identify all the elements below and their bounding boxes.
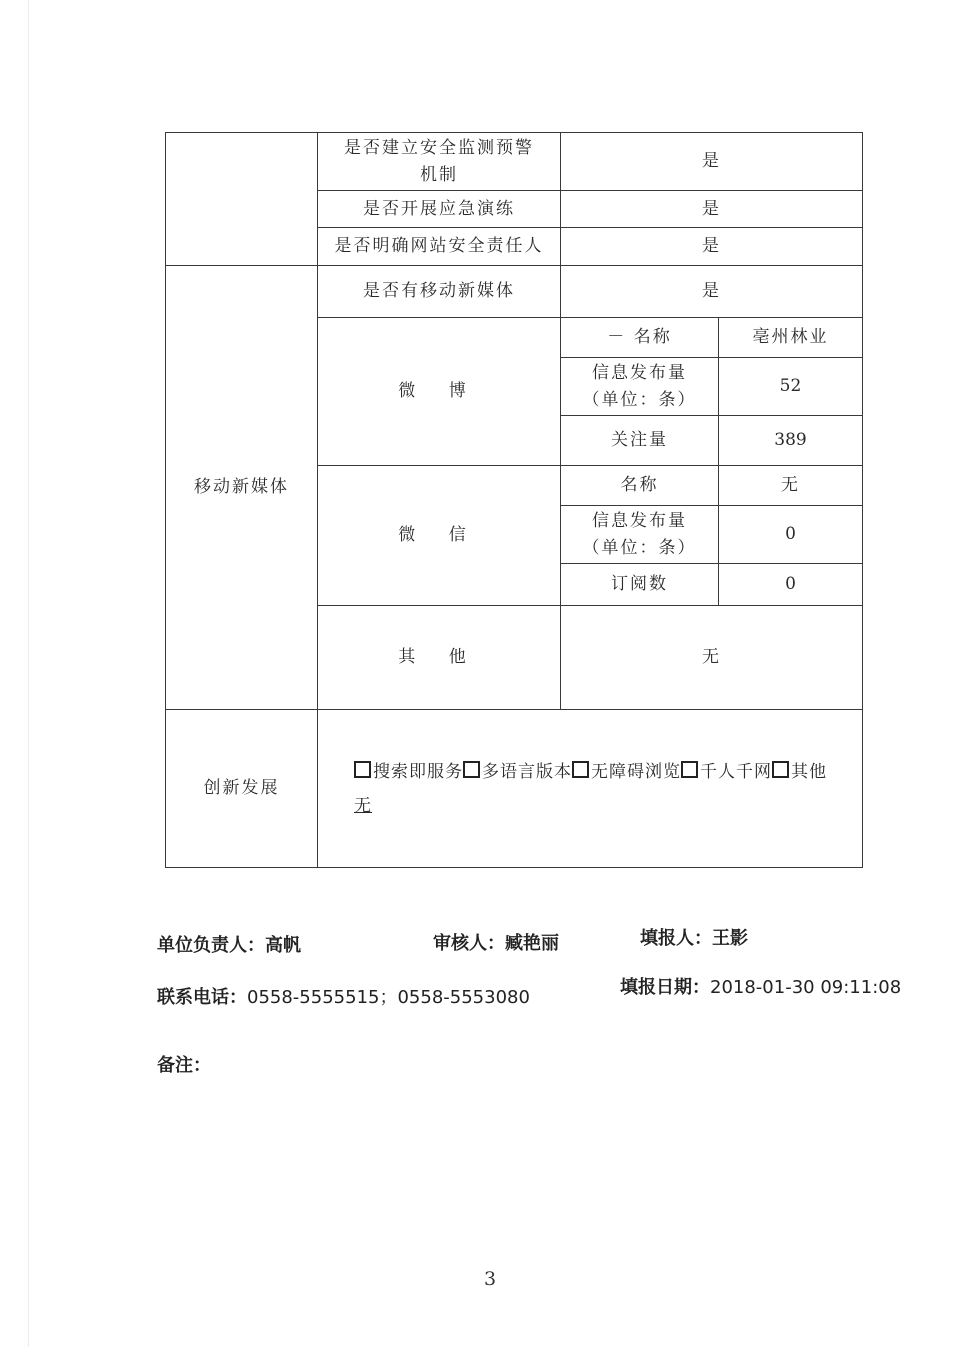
date-value: 2018-01-30 09:11:08 bbox=[710, 977, 902, 998]
date-field bbox=[620, 973, 901, 999]
weibo-posts-label-line1: 信息发布量 bbox=[592, 362, 687, 383]
option-accessibility: 无障碍浏览 bbox=[591, 761, 681, 782]
weixin-posts-label-line1: 信息发布量 bbox=[592, 510, 687, 531]
page-number: 3 bbox=[483, 1268, 497, 1290]
phone-label: 联系电话： bbox=[157, 987, 247, 1008]
responsible-label: 是否明确网站安全责任人 bbox=[318, 228, 561, 266]
drill-value: 是 bbox=[561, 191, 863, 228]
phone-value: 0558-5555515；0558-5553080 bbox=[247, 987, 530, 1008]
innovation-options-line bbox=[354, 755, 852, 789]
leader-value: 高帆 bbox=[265, 935, 301, 956]
other-media-label: 其 他 bbox=[318, 606, 561, 710]
weibo-name-value: 亳州林业 bbox=[719, 318, 863, 358]
monitoring-label bbox=[318, 133, 561, 191]
innovation-row bbox=[166, 710, 863, 868]
report-table bbox=[165, 132, 863, 868]
checkbox-other[interactable] bbox=[772, 761, 789, 778]
security-section-cell bbox=[166, 133, 318, 266]
option-search-service: 搜索即服务 bbox=[373, 761, 463, 782]
date-label: 填报日期： bbox=[620, 977, 710, 998]
weibo-name-label: － 名称 bbox=[561, 318, 719, 358]
weibo-posts-label bbox=[561, 358, 719, 416]
reporter-label: 填报人： bbox=[640, 928, 712, 949]
reporter-field bbox=[640, 924, 748, 950]
weibo-label: 微 博 bbox=[318, 318, 561, 466]
reporter-value: 王影 bbox=[712, 928, 748, 949]
innovation-label: 创新发展 bbox=[166, 710, 318, 868]
has-media-label: 是否有移动新媒体 bbox=[318, 266, 561, 318]
weixin-subscribers-value: 0 bbox=[719, 564, 863, 606]
weibo-followers-value: 389 bbox=[719, 416, 863, 466]
scan-edge-line bbox=[28, 0, 29, 1347]
other-media-value: 无 bbox=[561, 606, 863, 710]
mobile-section-label: 移动新媒体 bbox=[166, 266, 318, 710]
weixin-label: 微 信 bbox=[318, 466, 561, 606]
monitoring-label-line1: 是否建立安全监测预警 bbox=[344, 137, 534, 158]
weixin-posts-value: 0 bbox=[719, 506, 863, 564]
security-row-monitoring bbox=[166, 133, 863, 191]
mobile-has-media-row bbox=[166, 266, 863, 318]
innovation-other-value: 无 bbox=[354, 795, 372, 816]
checkbox-search-service[interactable] bbox=[354, 761, 371, 778]
weixin-name-value: 无 bbox=[719, 466, 863, 506]
checkbox-personalized[interactable] bbox=[681, 761, 698, 778]
remark-field bbox=[157, 1051, 211, 1077]
weibo-followers-label: 关注量 bbox=[561, 416, 719, 466]
option-other: 其他 bbox=[791, 761, 827, 782]
weixin-posts-label bbox=[561, 506, 719, 564]
has-media-value: 是 bbox=[561, 266, 863, 318]
responsible-value: 是 bbox=[561, 228, 863, 266]
option-personalized: 千人千网 bbox=[700, 761, 772, 782]
weibo-posts-value: 52 bbox=[719, 358, 863, 416]
weixin-posts-label-line2: （单位：条） bbox=[582, 537, 697, 558]
phone-field bbox=[157, 983, 530, 1009]
option-multilingual: 多语言版本 bbox=[482, 761, 572, 782]
remark-label: 备注： bbox=[157, 1055, 211, 1076]
weixin-name-label: 名称 bbox=[561, 466, 719, 506]
drill-label: 是否开展应急演练 bbox=[318, 191, 561, 228]
monitoring-value: 是 bbox=[561, 133, 863, 191]
weixin-subscribers-label: 订阅数 bbox=[561, 564, 719, 606]
checkbox-multilingual[interactable] bbox=[463, 761, 480, 778]
checkbox-accessibility[interactable] bbox=[572, 761, 589, 778]
reviewer-field bbox=[433, 929, 559, 955]
monitoring-label-line2: 机制 bbox=[420, 164, 458, 185]
innovation-options-cell bbox=[318, 710, 863, 868]
leader-field bbox=[157, 931, 301, 957]
weibo-posts-label-line2: （单位：条） bbox=[582, 389, 697, 410]
reviewer-label: 审核人： bbox=[433, 933, 505, 954]
reviewer-value: 臧艳丽 bbox=[505, 933, 559, 954]
leader-label: 单位负责人： bbox=[157, 935, 265, 956]
